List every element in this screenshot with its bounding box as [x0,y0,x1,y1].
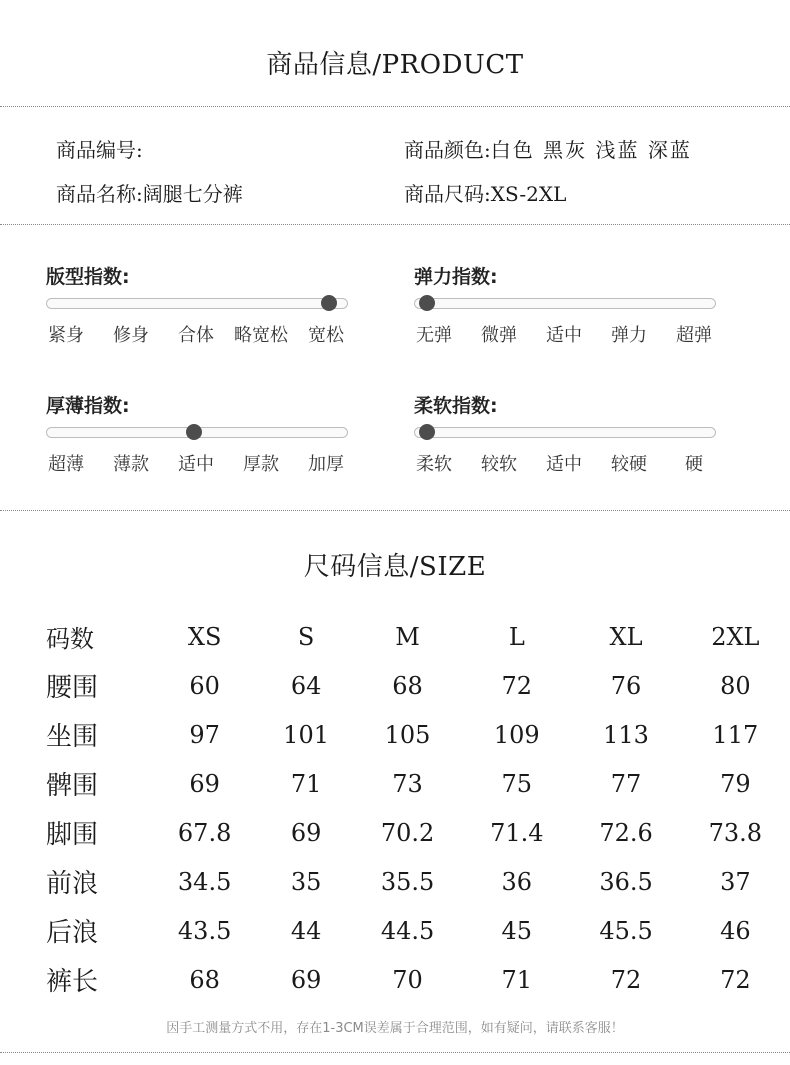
table-cell: 前浪 [46,869,99,899]
product-color-value: 白色 黑灰 浅蓝 深蓝 [490,138,692,162]
scale-option: 适中 [546,325,582,346]
fit-index-labels [46,321,406,347]
product-color-label: 商品颜色: [404,138,491,162]
softness-index [414,391,719,475]
size-table [0,612,790,1004]
thickness-index-marker [186,424,202,440]
divider-info [0,224,790,225]
table-cell: 68 [189,965,220,994]
divider-bottom [0,1052,790,1053]
softness-index-title: 柔软指数: [414,395,498,417]
table-cell: 72 [720,965,751,994]
table-row [0,955,790,1004]
table-cell: 44 [290,916,322,945]
table-cell: 71.4 [490,818,544,847]
table-cell: 35 [290,867,322,896]
table-cell: 裤长 [46,967,99,997]
table-cell: 73 [392,769,423,798]
table-cell: 75 [501,769,533,798]
table-cell: 71 [501,965,533,994]
product-name [56,178,243,207]
product-size [404,178,566,207]
elasticity-index-title: 弹力指数: [414,266,498,288]
table-cell: 67.8 [177,818,232,847]
table-cell: 64 [290,671,322,700]
scale-option: 加厚 [308,454,344,475]
size-header-cell: 码数 [46,625,94,653]
table-cell: 37 [720,867,751,896]
elasticity-index-labels [414,321,774,347]
scale-option: 较硬 [611,454,647,475]
table-cell: 79 [720,769,751,798]
scale-option: 无弹 [416,325,452,346]
elasticity-index [414,262,719,346]
table-cell: 72.6 [599,818,653,847]
table-cell: 60 [189,671,220,700]
fit-index [46,262,351,346]
table-cell: 35.5 [380,867,435,896]
table-row [0,661,790,710]
scale-option: 薄款 [113,454,149,475]
table-row [0,906,790,955]
product-size-value: XS-2XL [490,182,567,206]
thickness-index [46,391,351,475]
size-table-header [0,612,790,661]
scale-option: 弹力 [611,325,647,346]
thickness-index-labels [46,450,406,476]
product-section-title: 商品信息/PRODUCT [266,50,524,80]
scale-option: 宽松 [308,325,344,346]
fit-index-track [46,298,348,309]
scale-option: 适中 [546,454,582,475]
table-cell: 36.5 [599,867,653,896]
scale-option: 微弹 [481,325,517,346]
table-cell: 70.2 [380,818,435,847]
table-cell: 73.8 [708,818,763,847]
table-row [0,808,790,857]
size-header-cell: 2XL [711,622,760,651]
divider-indices [0,510,790,511]
table-cell: 45.5 [599,916,653,945]
table-cell: 101 [283,720,329,749]
table-cell: 76 [610,671,642,700]
table-cell: 109 [493,720,540,749]
table-cell: 113 [603,720,649,749]
table-cell: 43.5 [177,916,232,945]
table-cell: 腰围 [46,673,99,703]
scale-option: 合体 [178,325,214,346]
elasticity-index-marker [419,295,435,311]
table-cell: 46 [720,916,751,945]
table-cell: 117 [712,720,759,749]
table-cell: 后浪 [46,918,99,948]
softness-index-track [414,427,716,438]
thickness-index-title: 厚薄指数: [46,395,130,417]
elasticity-index-track [414,298,716,309]
table-cell: 70 [392,965,423,994]
scale-option: 超弹 [676,325,712,346]
table-cell: 105 [384,720,431,749]
table-cell: 34.5 [177,867,232,896]
scale-option: 紧身 [48,325,84,346]
table-row [0,710,790,759]
product-name-value: 阔腿七分裤 [142,182,243,206]
scale-option: 柔软 [416,454,452,475]
size-header-cell: S [297,622,315,651]
fit-index-marker [321,295,337,311]
size-header-cell: XS [187,622,222,651]
table-cell: 36 [501,867,533,896]
softness-index-marker [419,424,435,440]
scale-option: 超薄 [48,454,84,475]
table-cell: 77 [610,769,642,798]
product-code-label: 商品编号: [56,138,143,162]
table-cell: 脚围 [46,820,99,850]
scale-option: 硬 [685,454,703,475]
table-cell: 髀围 [46,771,99,801]
product-code [56,134,143,163]
table-row [0,857,790,906]
size-header-cell: L [508,622,525,651]
scale-option: 较软 [481,454,517,475]
table-row [0,759,790,808]
product-color [404,134,692,163]
table-cell: 97 [189,720,220,749]
size-header-cell: XL [609,622,643,651]
table-cell: 69 [290,965,322,994]
scale-option: 略宽松 [234,325,288,346]
size-section-title: 尺码信息/SIZE [303,552,487,582]
scale-option: 厚款 [243,454,279,475]
softness-index-labels [414,450,774,476]
product-size-label: 商品尺码: [404,182,491,206]
table-cell: 44.5 [380,916,435,945]
divider-top [0,106,790,107]
table-cell: 72 [501,671,533,700]
table-cell: 72 [610,965,642,994]
scale-option: 修身 [113,325,149,346]
table-cell: 69 [189,769,220,798]
table-cell: 69 [290,818,322,847]
table-cell: 80 [720,671,751,700]
scale-option: 适中 [178,454,214,475]
fit-index-title: 版型指数: [46,266,130,288]
table-cell: 坐围 [46,722,99,752]
product-name-label: 商品名称: [56,182,143,206]
table-cell: 68 [392,671,423,700]
table-cell: 45 [501,916,533,945]
table-cell: 71 [290,769,322,798]
measurement-note: 因手工测量方式不用，存在1-3CM误差属于合理范围，如有疑问，请联系客服！ [166,1021,624,1036]
thickness-index-track [46,427,348,438]
size-header-cell: M [395,622,420,651]
